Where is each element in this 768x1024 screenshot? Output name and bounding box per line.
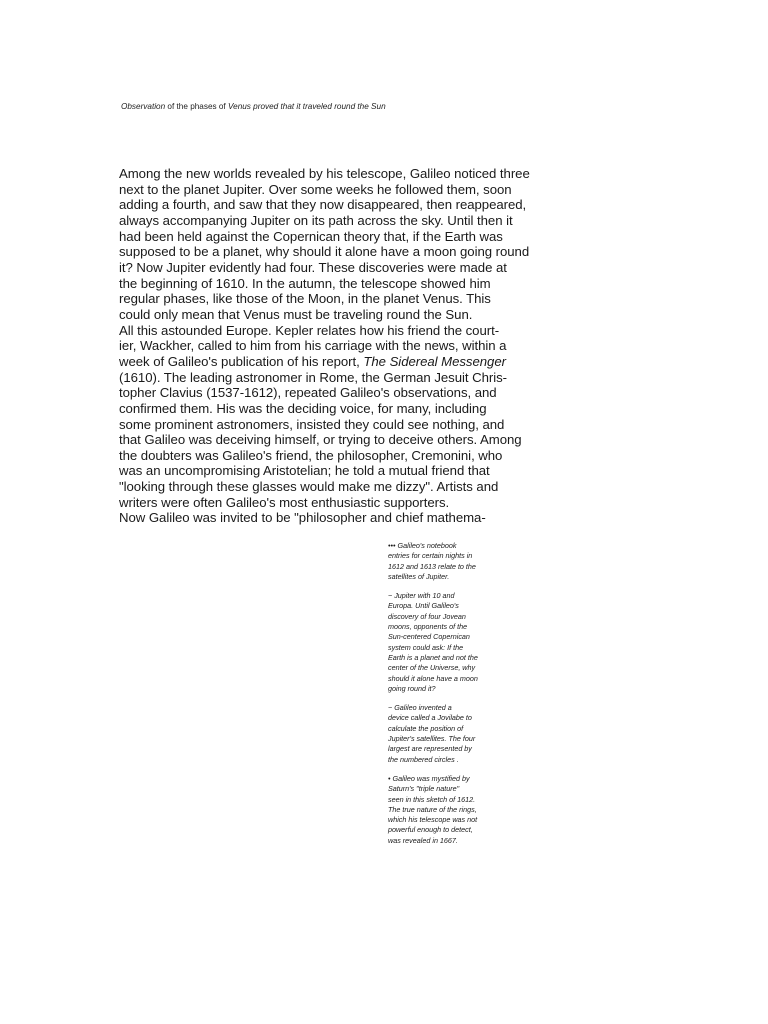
book-title: The Sidereal Messenger (363, 353, 506, 369)
note-line: moons, opponents of the (388, 622, 468, 632)
body-line (119, 510, 544, 526)
body-line-text: supposed to be a planet, why should it alone have a moon going round (119, 244, 530, 260)
body-line (119, 307, 544, 323)
note-line: ~ Galileo invented a (388, 703, 452, 713)
body-line (119, 182, 544, 198)
body-line (119, 338, 544, 354)
body-line (119, 197, 544, 213)
caption-part-2: of the phases (165, 102, 219, 111)
body-line-text: regular phases, like those of the Moon, in the planet Venus. This (119, 291, 491, 307)
body-line-text: Now Galileo was invited to be "philosopher and chief mathema- (119, 510, 486, 526)
caption-part-3: of (218, 102, 226, 111)
body-line-text: was an uncompromising Aristotelian; he told a mutual friend that (119, 463, 490, 479)
body-line (119, 479, 544, 495)
note-line: • Galileo was mystified by (388, 773, 470, 783)
note-line: Jupiter's satellites. The four (388, 734, 476, 744)
caption-part-4: Venus proved that it traveled round the Sun (225, 102, 386, 111)
body-text (119, 166, 544, 526)
note-line: satellites of Jupiter. (388, 571, 450, 581)
note-line: Sun-centered Copernican (388, 632, 470, 642)
body-line (119, 213, 544, 229)
note-line: Earth is a planet and not the (388, 652, 478, 662)
body-line (119, 448, 544, 464)
note-line: calculate the position of (388, 723, 464, 733)
body-line-text: week of Galileo's publication of his report, (119, 353, 364, 369)
body-line (119, 276, 544, 292)
body-line-text: Among the new worlds revealed by his telescope, Galileo noticed three (119, 166, 530, 181)
body-line-text: could only mean that Venus must be traveling round the Sun. (119, 306, 473, 322)
body-line (119, 495, 544, 511)
body-line (119, 323, 544, 339)
body-line-text: some prominent astronomers, insisted they could see nothing, and (119, 416, 505, 432)
body-line-text: that Galileo was deceiving himself, or trying to deceive others. Among (119, 432, 522, 448)
body-line-text: the doubters was Galileo's friend, the philosopher, Cremonini, who (119, 447, 503, 463)
margin-note (388, 591, 538, 694)
body-line-text: ier, Wackher, called to him from his carriage with the news, within a (119, 338, 507, 354)
body-line-text: the beginning of 1610. In the autumn, the telescope showed him (119, 275, 491, 291)
body-line-text: (1610). The leading astronomer in Rome, the German Jesuit Chris- (119, 369, 507, 385)
body-line (119, 432, 544, 448)
body-line (119, 260, 544, 276)
note-line: seen in this sketch of 1612. (388, 794, 476, 804)
note-line: 1612 and 1613 relate to the (388, 561, 476, 571)
note-line: device called a Jovilabe to (388, 713, 472, 723)
caption-part-1: Observation (121, 102, 166, 111)
body-line-text: next to the planet Jupiter. Over some weeks he followed them, soon (119, 181, 512, 197)
note-line: largest are represented by (388, 744, 472, 754)
body-line-text: adding a fourth, and saw that they now disappeared, then reappeared, (119, 197, 527, 213)
body-line-text: always accompanying Jupiter on its path across the sky. Until then it (119, 212, 513, 228)
body-line (119, 401, 544, 417)
note-line: should it alone have a moon (388, 673, 478, 683)
note-line: discovery of four Jovean (388, 611, 466, 621)
margin-notes (388, 541, 538, 855)
note-line: center of the Universe, why (388, 663, 476, 673)
note-line: ••• Galileo's notebook (388, 541, 457, 550)
body-line-text: had been held against the Copernican theory that, if the Earth was (119, 228, 503, 244)
body-line-text: confirmed them. His was the deciding voice, for many, including (119, 400, 487, 416)
body-line-text: "looking through these glasses would make me dizzy". Artists and (119, 479, 499, 495)
margin-note (388, 703, 538, 765)
body-line (119, 229, 544, 245)
margin-note (388, 774, 538, 846)
body-line-text: it? Now Jupiter evidently had four. These discoveries were made at (119, 259, 507, 275)
note-line: Saturn's "triple nature" (388, 784, 460, 794)
note-line: ~ Jupiter with 10 and (388, 591, 455, 601)
body-line-text: writers were often Galileo's most enthusiastic supporters. (119, 494, 450, 510)
note-line: the numbered circles . (388, 754, 459, 764)
note-line: was revealed in 1667. (388, 835, 458, 845)
body-line (119, 463, 544, 479)
note-line: The true nature of the rings, (388, 804, 477, 814)
body-line (119, 417, 544, 433)
body-line (119, 244, 544, 260)
note-line: going round it? (388, 683, 436, 693)
note-line: system could ask: If the (388, 642, 464, 652)
body-line (119, 370, 544, 386)
body-line-text: topher Clavius (1537-1612), repeated Galileo's observations, and (119, 385, 497, 401)
note-line: Europa. Until Galileo's (388, 601, 459, 611)
body-line (119, 291, 544, 307)
body-line (119, 166, 544, 182)
body-line (119, 354, 544, 370)
body-line (119, 385, 544, 401)
note-line: entries for certain nights in (388, 551, 473, 561)
margin-note (388, 541, 538, 582)
body-line-text: All this astounded Europe. Kepler relates how his friend the court- (119, 322, 500, 338)
note-line: powerful enough to detect, (388, 825, 473, 835)
note-line: which his telescope was not (388, 815, 478, 825)
figure-caption (121, 101, 541, 112)
